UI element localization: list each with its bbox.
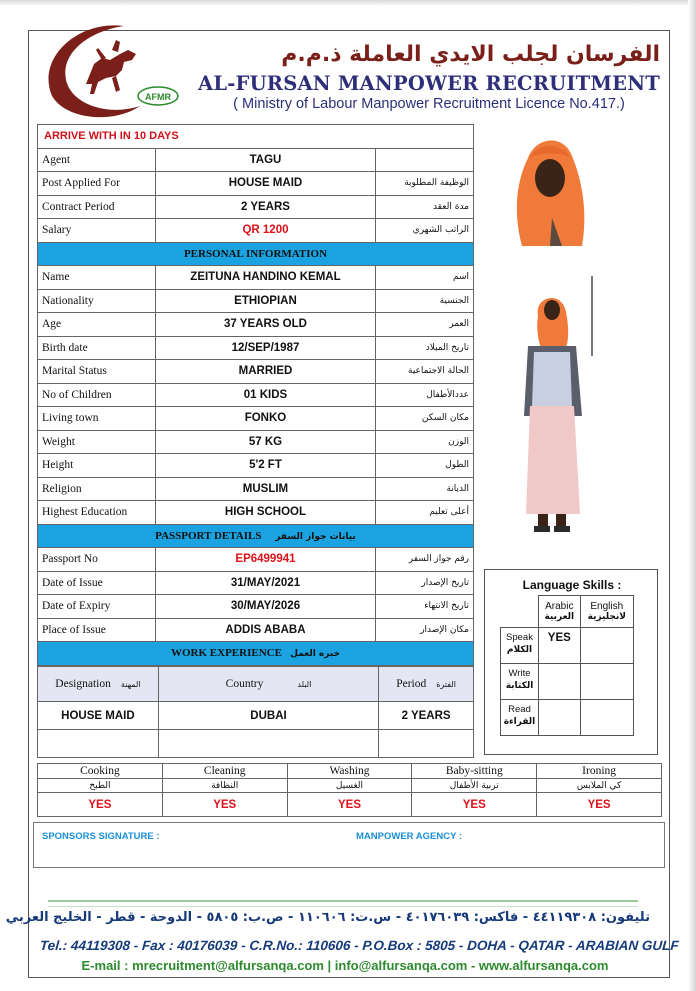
skill-label: Cleaning bbox=[162, 764, 287, 779]
cleaning-value: YES bbox=[162, 793, 287, 817]
row-label-arabic: الديانة bbox=[376, 477, 474, 501]
work-section-title: WORK EXPERIENCE bbox=[170, 647, 282, 660]
weight-value: 57 KG bbox=[155, 430, 375, 454]
arrival-notice: ARRIVE WITH IN 10 DAYS bbox=[38, 125, 474, 149]
name-value: ZEITUNA HANDINO KEMAL bbox=[155, 266, 375, 290]
period-cell: 2 YEARS bbox=[379, 702, 474, 730]
row-label-arabic: الوظيفة المطلوبة bbox=[376, 172, 474, 196]
table-row bbox=[38, 266, 474, 290]
children-value: 01 KIDS bbox=[155, 383, 375, 407]
row-label: Contract Period bbox=[38, 195, 156, 219]
row-label: Birth date bbox=[38, 336, 156, 360]
top-shadow bbox=[0, 0, 696, 6]
row-label: Marital Status bbox=[38, 360, 156, 384]
company-name-arabic: الفرسان لجلب الايدي العاملة ذ.م.م bbox=[281, 42, 660, 67]
cooking-value: YES bbox=[38, 793, 163, 817]
passport-photo bbox=[492, 128, 604, 246]
sponsor-signature-label: SPONSORS SIGNATURE : bbox=[42, 831, 160, 842]
language-table bbox=[500, 595, 634, 736]
company-name: AL-FURSAN MANPOWER RECRUITMENT bbox=[198, 72, 660, 95]
salary-value: QR 1200 bbox=[155, 219, 375, 243]
table-row bbox=[38, 454, 474, 478]
table-row bbox=[38, 219, 474, 243]
height-value: 5'2 FT bbox=[155, 454, 375, 478]
table-row bbox=[501, 664, 634, 700]
row-label-arabic: مكان الإصدار bbox=[376, 618, 474, 642]
marital-value: MARRIED bbox=[155, 360, 375, 384]
row-label: Name bbox=[38, 266, 156, 290]
table-row bbox=[501, 700, 634, 736]
table-row bbox=[501, 628, 634, 664]
country-cell bbox=[158, 730, 378, 758]
work-section-title-arabic: خبره العمل bbox=[290, 649, 340, 660]
table-row bbox=[38, 313, 474, 337]
table-row bbox=[38, 172, 474, 196]
row-label-arabic: اسم bbox=[376, 266, 474, 290]
row-label-arabic: الطول bbox=[376, 454, 474, 478]
row-label: Height bbox=[38, 454, 156, 478]
signature-box bbox=[33, 822, 665, 868]
skill-label-arabic: الغسيل bbox=[287, 779, 412, 793]
row-label: Agent bbox=[38, 148, 156, 172]
row-label-arabic: مدة العقد bbox=[376, 195, 474, 219]
work-section-header bbox=[38, 642, 474, 666]
blank-corner bbox=[501, 596, 539, 628]
baby-sitting-value: YES bbox=[412, 793, 537, 817]
contract-value: 2 YEARS bbox=[155, 195, 375, 219]
speak-arabic-cell: YES bbox=[539, 628, 581, 664]
row-label: Date of Expiry bbox=[38, 595, 156, 619]
write-arabic-cell bbox=[539, 664, 581, 700]
table-row bbox=[38, 383, 474, 407]
write-english-cell bbox=[580, 664, 633, 700]
row-label-arabic: تاريخ الميلاد bbox=[376, 336, 474, 360]
footer-email: E-mail : mrecruitment@alfursanqa.com | info@alfursanqa.com - www.alfursanqa.com bbox=[81, 958, 609, 973]
skill-label-arabic: كي الملابس bbox=[537, 779, 662, 793]
footer-divider-thin bbox=[48, 906, 638, 907]
row-label: Highest Education bbox=[38, 501, 156, 525]
afmr-badge-text: AFMR bbox=[145, 92, 171, 102]
table-row bbox=[38, 730, 474, 758]
skill-label: Cooking bbox=[38, 764, 163, 779]
table-row bbox=[38, 289, 474, 313]
period-cell bbox=[379, 730, 474, 758]
row-label: Nationality bbox=[38, 289, 156, 313]
agency-signature-label: MANPOWER AGENCY : bbox=[356, 831, 463, 842]
table-row bbox=[38, 702, 474, 730]
table-row bbox=[38, 595, 474, 619]
language-title: Language Skills : bbox=[522, 578, 622, 592]
birth-date-value: 12/SEP/1987 bbox=[155, 336, 375, 360]
row-label-arabic: الراتب الشهري bbox=[376, 219, 474, 243]
afmr-logo bbox=[36, 20, 186, 120]
table-row bbox=[38, 336, 474, 360]
personal-section-header: PERSONAL INFORMATION bbox=[38, 242, 474, 266]
speak-english-cell bbox=[580, 628, 633, 664]
country-cell: DUBAI bbox=[158, 702, 378, 730]
row-label-arabic: الوزن bbox=[376, 430, 474, 454]
table-row bbox=[38, 548, 474, 572]
row-label-arabic: الحالة الاجتماعية bbox=[376, 360, 474, 384]
expiry-date-value: 30/MAY/2026 bbox=[155, 595, 375, 619]
language-skills-box bbox=[484, 569, 658, 755]
row-label: Passport No bbox=[38, 548, 156, 572]
issue-date-value: 31/MAY/2021 bbox=[155, 571, 375, 595]
row-label-arabic: عددالأطفال bbox=[376, 383, 474, 407]
table-row bbox=[38, 618, 474, 642]
row-label-arabic: رقم جواز السفر bbox=[376, 548, 474, 572]
table-row bbox=[38, 407, 474, 431]
row-label-arabic bbox=[376, 148, 474, 172]
row-label: Salary bbox=[38, 219, 156, 243]
education-value: HIGH SCHOOL bbox=[155, 501, 375, 525]
skill-label-arabic: الطبخ bbox=[38, 779, 163, 793]
skills-table bbox=[37, 763, 662, 817]
applicant-table bbox=[37, 124, 474, 666]
full-body-photo bbox=[510, 276, 596, 542]
passport-section-title-arabic: بيانات جواز السفر bbox=[275, 531, 356, 542]
skill-label: Baby-sitting bbox=[412, 764, 537, 779]
table-row bbox=[38, 148, 474, 172]
write-label: Write الكتابة bbox=[501, 664, 539, 700]
living-town-value: FONKO bbox=[155, 407, 375, 431]
work-experience-table bbox=[37, 666, 474, 758]
designation-cell bbox=[38, 730, 159, 758]
row-label: Age bbox=[38, 313, 156, 337]
place-of-issue-value: ADDIS ABABA bbox=[155, 618, 375, 642]
row-label: Weight bbox=[38, 430, 156, 454]
english-column-header: English لانجليزية bbox=[580, 596, 633, 628]
country-header: Country البلد bbox=[158, 667, 378, 702]
washing-value: YES bbox=[287, 793, 412, 817]
skill-label-arabic: النظافة bbox=[162, 779, 287, 793]
agent-value: TAGU bbox=[155, 148, 375, 172]
skill-label: Ironing bbox=[537, 764, 662, 779]
age-value: 37 YEARS OLD bbox=[155, 313, 375, 337]
row-label: Post Applied For bbox=[38, 172, 156, 196]
row-label-arabic: العمر bbox=[376, 313, 474, 337]
licence-text: ( Ministry of Labour Manpower Recruitment Licence No.417.) bbox=[233, 96, 625, 112]
row-label: Date of Issue bbox=[38, 571, 156, 595]
row-label: Place of Issue bbox=[38, 618, 156, 642]
table-row bbox=[38, 501, 474, 525]
designation-header: Designation المهنة bbox=[38, 667, 159, 702]
skill-label: Washing bbox=[287, 764, 412, 779]
table-row bbox=[38, 571, 474, 595]
row-label: Religion bbox=[38, 477, 156, 501]
table-row bbox=[38, 477, 474, 501]
religion-value: MUSLIM bbox=[155, 477, 375, 501]
passport-no-value: EP6499941 bbox=[155, 548, 375, 572]
ironing-value: YES bbox=[537, 793, 662, 817]
designation-cell: HOUSE MAID bbox=[38, 702, 159, 730]
skill-label-arabic: تربية الأطفال bbox=[412, 779, 537, 793]
row-label-arabic: مكان السكن bbox=[376, 407, 474, 431]
table-row bbox=[38, 195, 474, 219]
passport-section-header bbox=[38, 524, 474, 548]
row-label: No of Children bbox=[38, 383, 156, 407]
nationality-value: ETHIOPIAN bbox=[155, 289, 375, 313]
row-label-arabic: تاريخ الانتهاء bbox=[376, 595, 474, 619]
right-shadow bbox=[688, 0, 696, 991]
speak-label: Speak الكلام bbox=[501, 628, 539, 664]
row-label-arabic: الجنسية bbox=[376, 289, 474, 313]
read-arabic-cell bbox=[539, 700, 581, 736]
row-label: Living town bbox=[38, 407, 156, 431]
row-label-arabic: تاريخ الإصدار bbox=[376, 571, 474, 595]
table-row bbox=[38, 430, 474, 454]
footer-arabic: تليفون: ٤٤١١٩٣٠٨ - فاكس: ٤٠١٧٦٠٣٩ - س.ت: ١١٠٦٠٦ - ص.ب: ٥٨٠٥ - الدوحة - قطر - الخليج العربي bbox=[5, 910, 650, 925]
post-value: HOUSE MAID bbox=[155, 172, 375, 196]
row-label-arabic: أعلى تعليم bbox=[376, 501, 474, 525]
period-header: Period الفترة bbox=[379, 667, 474, 702]
read-label: Read القراءة bbox=[501, 700, 539, 736]
read-english-cell bbox=[580, 700, 633, 736]
footer-divider bbox=[48, 900, 638, 902]
passport-section-title: PASSPORT DETAILS bbox=[155, 529, 262, 542]
table-row bbox=[38, 360, 474, 384]
horse-rider-icon bbox=[86, 40, 136, 94]
footer-contact: Tel.: 44119308 - Fax : 40176039 - C.R.No.: 110606 - P.O.Box : 5805 - DOHA - QATAR - ARABIAN GULF bbox=[39, 938, 680, 953]
arabic-column-header: Arabic العربية bbox=[539, 596, 581, 628]
